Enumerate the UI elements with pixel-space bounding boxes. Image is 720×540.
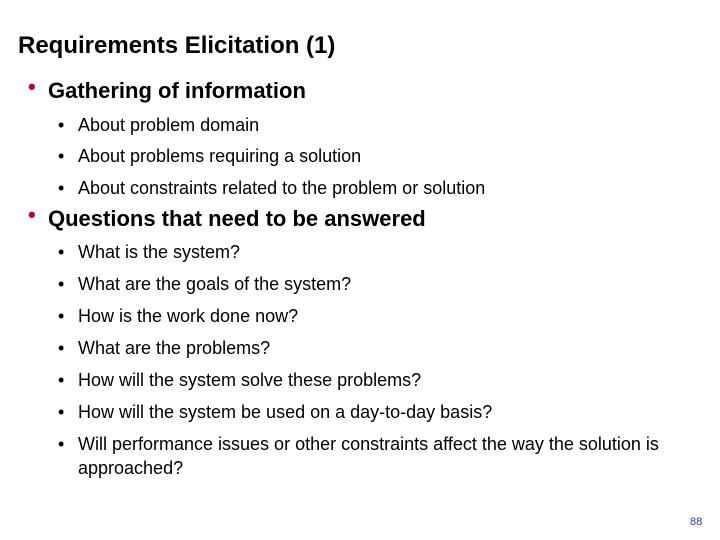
bullet-icon: • xyxy=(58,338,65,358)
list-item-text: How will the system be used on a day-to-day basis? xyxy=(78,402,493,422)
list-item xyxy=(58,176,708,200)
list-item xyxy=(58,240,708,264)
bullet-icon: • xyxy=(28,74,36,99)
bullet-icon: • xyxy=(58,146,65,166)
list-item-text: How is the work done now? xyxy=(78,306,299,326)
bullet-icon: • xyxy=(58,274,65,294)
list-item xyxy=(58,304,708,328)
list-item-text: Will performance issues or other constraints affect the way the solution is approached? xyxy=(78,434,659,478)
bullet-icon: • xyxy=(28,202,36,227)
bullet-icon: • xyxy=(58,178,65,198)
list-item-text: About constraints related to the problem or solution xyxy=(78,178,486,198)
list-item-text: How will the system solve these problems? xyxy=(78,370,422,390)
section-heading-text: Gathering of information xyxy=(48,78,306,103)
bullet-icon: • xyxy=(58,306,65,326)
bullet-icon: • xyxy=(58,242,65,262)
list-item xyxy=(58,144,708,168)
list-item-text: What are the goals of the system? xyxy=(78,274,352,294)
bullet-icon: • xyxy=(58,402,65,422)
list-item-text: What are the problems? xyxy=(78,338,271,358)
bullet-icon: • xyxy=(58,115,65,135)
list-item-text: About problem domain xyxy=(78,115,260,135)
list-item-text: About problems requiring a solution xyxy=(78,146,362,166)
section-heading-text: Questions that need to be answered xyxy=(48,206,426,231)
bullet-icon: • xyxy=(58,434,65,454)
list-item xyxy=(58,368,708,392)
list-item xyxy=(58,113,708,137)
list-item-text: What is the system? xyxy=(78,242,241,262)
list-item xyxy=(58,336,708,360)
page-number: 88 xyxy=(690,516,703,528)
list-item xyxy=(58,272,708,296)
bullet-icon: • xyxy=(58,370,65,390)
slide-title: Requirements Elicitation (1) xyxy=(18,32,336,59)
list-item xyxy=(58,400,708,424)
list-item xyxy=(58,432,708,480)
